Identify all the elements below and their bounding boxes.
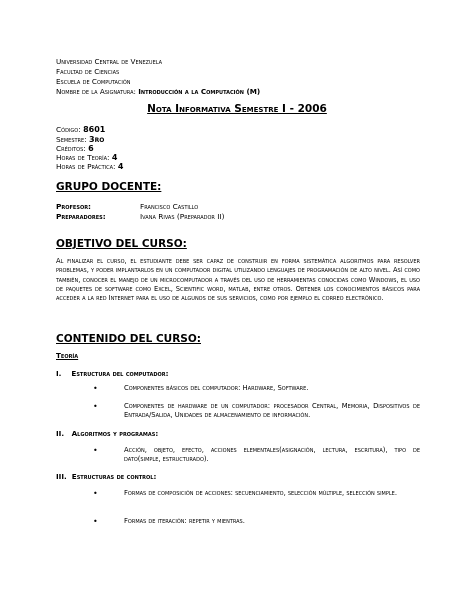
assistants-label: Preparadores: xyxy=(56,212,106,221)
theory-hours-label: Horas de Teoría: xyxy=(56,153,110,162)
code-label: Código: xyxy=(56,125,81,134)
section-heading xyxy=(56,472,156,481)
semester-label: Semestre: xyxy=(56,135,87,144)
teaching-staff-heading: GRUPO DOCENTE: xyxy=(56,181,162,193)
school-name: Escuela de Computación xyxy=(56,77,131,86)
content-heading: CONTENIDO DEL CURSO: xyxy=(56,333,201,345)
practice-hours-value: 4 xyxy=(117,162,124,171)
practice-hours-label: Horas de Práctica: xyxy=(56,162,116,171)
semester-line xyxy=(56,135,104,144)
list-item: Acción, objeto, efecto, acciones elementales(asignación, lectura, escritura), tipo de dato(simple, estructurado). xyxy=(124,446,420,464)
subject-label: Nombre de la Asignatura: xyxy=(56,87,136,96)
section-number: I. xyxy=(56,369,62,378)
list-item: Formas de iteración: repetir y mientras. xyxy=(124,517,245,525)
credits-line xyxy=(56,144,94,153)
bullet-icon: • xyxy=(93,402,98,411)
subject-line xyxy=(56,87,260,96)
bullet-icon: • xyxy=(93,384,98,393)
theory-hours-line xyxy=(56,153,117,162)
section-number: III. xyxy=(56,472,67,481)
bullet-icon: • xyxy=(93,446,98,455)
list-item: Componentes de hardware de un computador: procesador Central, Memoria, Dispositivos de Entrada/Salida, Unidades de almacenamiento de información. xyxy=(124,402,420,420)
list-item: Componentes básicos del computador: Hardware, Software. xyxy=(124,384,309,392)
bullet-icon: • xyxy=(93,489,98,498)
credits-value: 6 xyxy=(88,144,94,153)
university-name: Universidad Central de Venezuela xyxy=(56,57,163,66)
assistants-value: Ivana Rivas (Preparador II) xyxy=(140,212,225,221)
section-number: II. xyxy=(56,429,65,438)
semester-value: 3ro xyxy=(89,135,105,144)
document-title: Nota Informativa Semestre I - 2006 xyxy=(147,103,327,115)
section-heading xyxy=(56,429,158,438)
practice-hours-line xyxy=(56,162,124,171)
theory-hours-value: 4 xyxy=(111,153,118,162)
code-value: 8601 xyxy=(83,125,106,134)
list-item: Formas de composición de acciones: secuenciamiento, selección múltiple, selección simple. xyxy=(124,489,397,497)
credits-label: Créditos: xyxy=(56,144,86,153)
section-title: Estructura del computador: xyxy=(71,369,169,378)
section-title: Algoritmos y programas: xyxy=(71,429,159,438)
objective-heading: OBJETIVO DEL CURSO: xyxy=(56,238,187,250)
subject-value: Introducción a la Computación (M) xyxy=(138,87,261,96)
theory-label: Teoría xyxy=(56,351,79,360)
course-code-line xyxy=(56,125,105,134)
section-heading xyxy=(56,369,169,378)
professor-value: Francisco Castillo xyxy=(140,202,199,211)
objective-paragraph: Al finalizar el curso, el estudiante debe ser capaz de construir en forma sistemática algoritmos para resolver problemas, y poder implantarlos en un computador digital utilizando lenguajes de programación de alto nivel. Así como también, conocer el manejo de un microcomputador a través del uso de herramientas conocidas como Windows, el uso de paquetes de software como Excel, Scientific word, matlab, entre otros. Obtener los conocimientos básicos para acceder a la red Internet para el uso de algunos de sus servicios, como por ejemplo el correo electrónico. xyxy=(56,257,420,303)
faculty-name: Facultad de Ciencias xyxy=(56,67,120,76)
bullet-icon: • xyxy=(93,517,98,526)
section-title: Estructuras de control: xyxy=(71,472,157,481)
professor-label: Profesor: xyxy=(56,202,92,211)
